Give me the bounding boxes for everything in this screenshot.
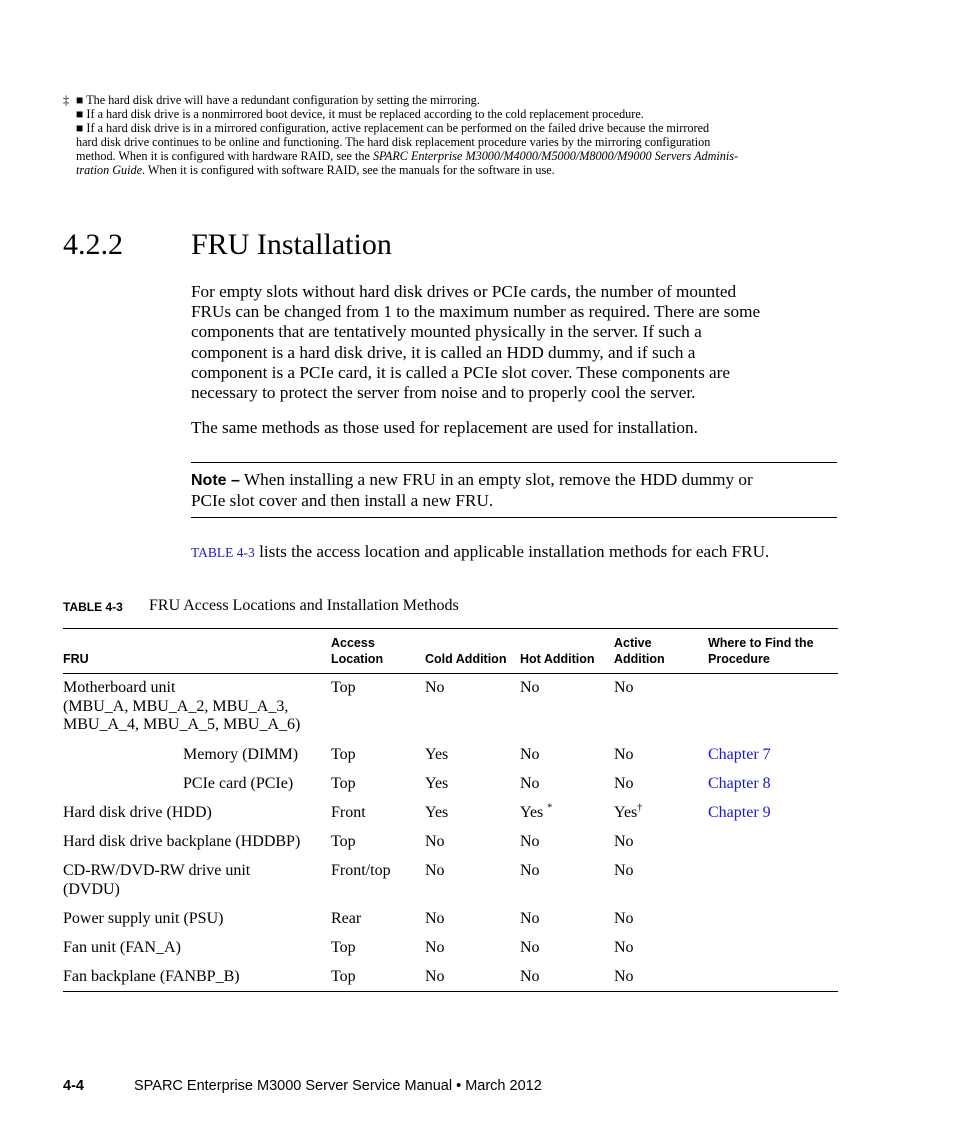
bullet-icon: ■ — [76, 93, 84, 107]
footnote-line-2: ■ If a hard disk drive is a nonmirrored boot device, it must be replaced according to the cold replacement procedure. — [76, 107, 644, 121]
table-header-rule — [63, 673, 838, 674]
paragraph-line: component is a hard disk drive, it is called an HDD dummy, and if such a — [191, 342, 696, 362]
cell-cold: Yes — [425, 775, 449, 792]
table-row-fanbp-fru: Fan backplane (FANBP_B) — [63, 968, 240, 985]
note-bottom-rule — [191, 517, 837, 518]
col-header-where: Where to Find the Procedure — [708, 636, 814, 666]
cell-cold: No — [425, 968, 445, 985]
cell-hot: No — [520, 775, 540, 792]
table-row-fan-fru: Fan unit (FAN_A) — [63, 939, 181, 956]
table-row-motherboard-fru: Motherboard unit (MBU_A, MBU_A_2, MBU_A_3, MBU_A_4, MBU_A_5, MBU_A_6) — [63, 679, 301, 733]
cell-hot: No — [520, 679, 540, 696]
section-number: 4.2.2 — [63, 228, 123, 261]
paragraph-line: component is a PCIe card, it is called a PCIe slot cover. These components are — [191, 362, 731, 382]
cell-access: Front/top — [331, 862, 391, 879]
table-row-hdd-fru: Hard disk drive (HDD) — [63, 804, 212, 821]
note-text: When installing a new FRU in an empty slot, remove the HDD dummy or — [239, 470, 753, 489]
note-label: Note – — [191, 472, 240, 489]
guide-title-italic: SPARC Enterprise M3000/M4000/M5000/M8000/M9000 Servers Adminis- — [372, 149, 739, 163]
footnote-line-1: ■ The hard disk drive will have a redundant configuration by setting the mirroring. — [76, 93, 480, 107]
guide-title-italic-cont: tration Guide — [76, 163, 143, 177]
cell-hot: No — [520, 968, 540, 985]
paragraph-line: For empty slots without hard disk drives or PCIe cards, the number of mounted — [191, 282, 737, 301]
table-row-dvdu-fru: CD-RW/DVD-RW drive unit (DVDU) — [63, 862, 251, 898]
table-row-hddbp-fru: Hard disk drive backplane (HDDBP) — [63, 833, 301, 850]
paragraph-empty-slots — [191, 282, 841, 403]
table-row-memory-fru: Memory (DIMM) — [183, 746, 299, 763]
table-bottom-rule — [63, 991, 838, 992]
paragraph-line: FRUs can be changed from 1 to the maximum number as required. There are some — [191, 302, 761, 322]
cell-access: Top — [331, 775, 356, 792]
chapter-7-link[interactable]: Chapter 7 — [708, 746, 771, 763]
cell-access: Rear — [331, 910, 362, 927]
cell-cold: Yes — [425, 746, 449, 763]
paragraph-line: components that are tentatively mounted physically in the server. If such a — [191, 322, 702, 342]
table-row-psu-fru: Power supply unit (PSU) — [63, 910, 224, 927]
cell-active: No — [614, 746, 634, 763]
cell-hot: No — [520, 939, 540, 956]
chapter-8-link[interactable]: Chapter 8 — [708, 775, 771, 792]
note-text-line-2: PCIe slot cover and then install a new FRU. — [191, 491, 494, 511]
table-row-pcie-fru: PCIe card (PCIe) — [183, 775, 294, 792]
chapter-9-link[interactable]: Chapter 9 — [708, 804, 771, 821]
cell-access: Top — [331, 968, 356, 985]
cell-access: Top — [331, 679, 356, 696]
cell-active: No — [614, 910, 634, 927]
bullet-separator: • — [456, 1078, 462, 1094]
col-header-hot: Hot Addition — [520, 652, 595, 666]
cell-cold: No — [425, 862, 445, 879]
paragraph-same-methods: The same methods as those used for replacement are used for installation. — [191, 418, 698, 437]
cell-active: No — [614, 833, 634, 850]
cell-cold: No — [425, 910, 445, 927]
cell-access: Top — [331, 939, 356, 956]
table-caption-tag: TABLE 4-3 — [63, 600, 123, 614]
footer-title: SPARC Enterprise M3000 Server Service Manual • March 2012 — [134, 1078, 542, 1094]
cell-cold: Yes — [425, 804, 449, 821]
footer-date: March 2012 — [465, 1078, 542, 1094]
xref-sentence: TABLE 4-3 lists the access location and applicable installation methods for each FRU. — [191, 542, 770, 561]
cell-hot: No — [520, 862, 540, 879]
cell-hot: No — [520, 746, 540, 763]
cell-hot: No — [520, 910, 540, 927]
col-header-active: Active Addition — [614, 636, 665, 666]
table-4-3-link[interactable]: TABLE 4-3 — [191, 545, 255, 560]
cell-cold: No — [425, 939, 445, 956]
cell-active: No — [614, 775, 634, 792]
cell-cold: No — [425, 679, 445, 696]
cell-access: Front — [331, 804, 366, 821]
cell-active: No — [614, 679, 634, 696]
footnote-line-6: tration Guide. When it is configured with software RAID, see the manuals for the software in use. — [76, 163, 555, 177]
section-title: FRU Installation — [191, 228, 392, 261]
col-header-cold: Cold Addition — [425, 652, 507, 666]
col-header-fru: FRU — [63, 652, 89, 666]
paragraph-line: necessary to protect the server from noise and to properly cool the server. — [191, 383, 696, 403]
footnote-line-3: ■ If a hard disk drive is in a mirrored configuration, active replacement can be performed on the failed drive because the mirrored — [76, 121, 710, 135]
table-top-rule — [63, 628, 838, 629]
bullet-icon: ■ — [76, 107, 84, 121]
footnote-marker-asterisk: * — [547, 802, 553, 814]
table-caption: FRU Access Locations and Installation Methods — [149, 597, 459, 614]
note-top-rule — [191, 462, 837, 463]
footnote-dagger: ‡ — [63, 93, 70, 107]
cell-active: No — [614, 968, 634, 985]
footnote-line-4: hard disk drive continues to be online and functioning. The hard disk replacement procedure varies by the mirroring configuration — [76, 135, 711, 149]
cell-active: No — [614, 862, 634, 879]
bullet-icon: ■ — [76, 121, 84, 135]
cell-active: Yes† — [614, 802, 643, 821]
cell-access: Top — [331, 746, 356, 763]
cell-access: Top — [331, 833, 356, 850]
cell-hot: Yes * — [520, 802, 553, 821]
note — [191, 470, 841, 511]
page-number: 4-4 — [63, 1078, 84, 1094]
footnote-marker-dagger: † — [637, 802, 643, 814]
cell-active: No — [614, 939, 634, 956]
cell-cold: No — [425, 833, 445, 850]
col-header-access: Access Location — [331, 636, 384, 666]
footnote-line-5: method. When it is configured with hardware RAID, see the SPARC Enterprise M3000/M4000/M5000/M8000/M9000 Servers Adminis- — [76, 149, 739, 163]
cell-hot: No — [520, 833, 540, 850]
